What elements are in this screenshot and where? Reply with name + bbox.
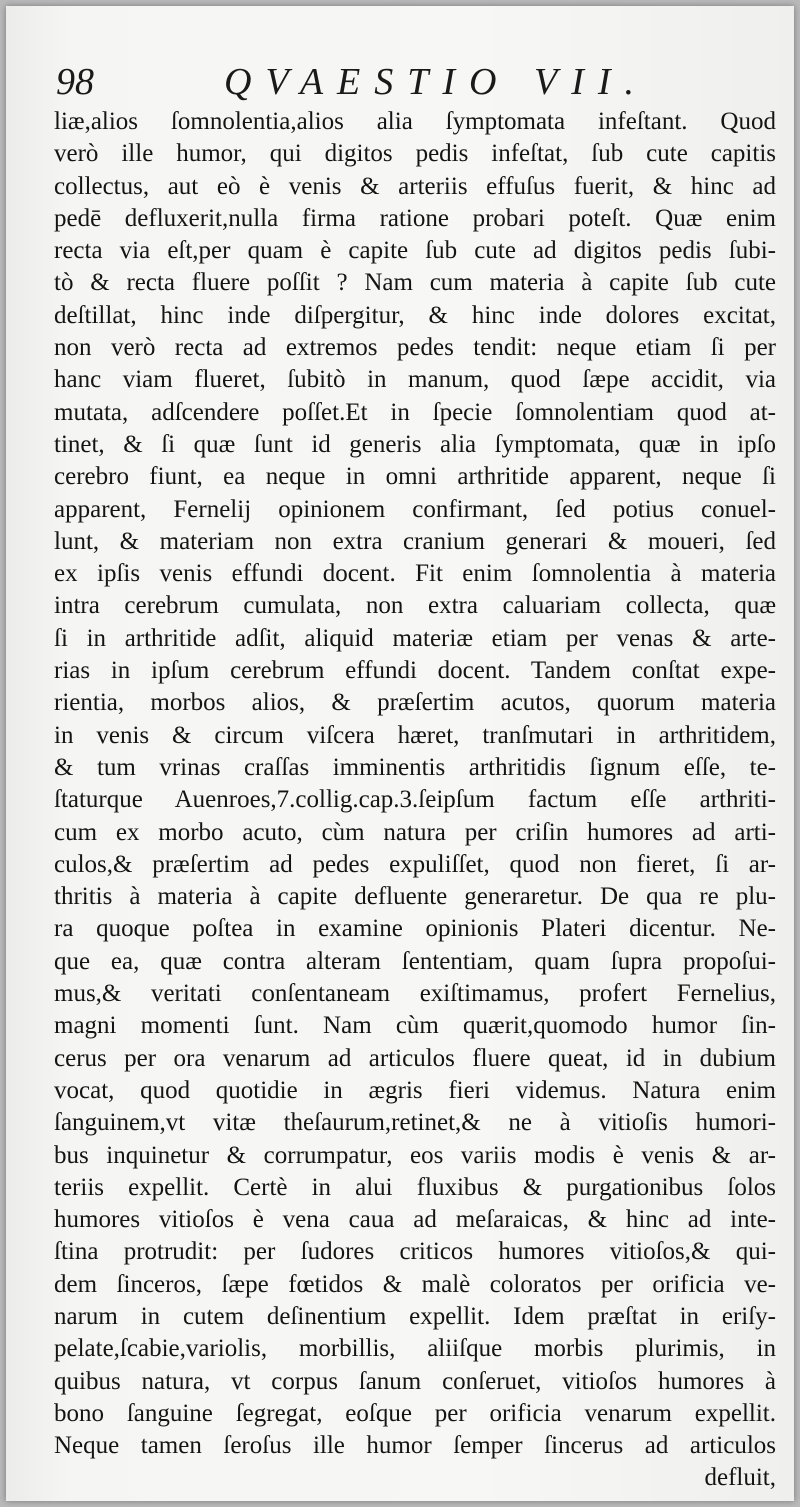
text-line: ſtina protrudit: per ſudores criticos humores vitioſos,& qui- xyxy=(54,1238,776,1266)
text-line: pelate,ſcabie,variolis, morbillis, aliiſque morbis plurimis, in xyxy=(54,1335,776,1363)
text-line: que ea, quæ contra alteram ſententiam, quam ſupra propoſui- xyxy=(54,947,776,975)
text-line: in venis & circum viſcera hæret, tranſmutari in arthritidem, xyxy=(54,721,776,749)
text-line: cerebro fiunt, ea neque in omni arthritide apparent, neque ſi xyxy=(54,463,776,491)
text-line: bus inquinetur & corrumpatur, eos variis modis è venis & ar- xyxy=(54,1141,776,1169)
text-line: culos,& præſertim ad pedes expuliſſet, quod non fieret, ſi ar- xyxy=(54,850,776,878)
text-line: dem ſinceros, ſæpe fœtidos & malè coloratos per orificia ve- xyxy=(54,1270,776,1298)
text-line: Neque tamen ſeroſus ille humor ſemper ſincerus ad articulos xyxy=(54,1432,776,1460)
text-line: collectus, aut eò è venis & arteriis effuſus fuerit, & hinc ad xyxy=(54,172,776,200)
text-line: deſtillat, hinc inde diſpergitur, & hinc inde dolores excitat, xyxy=(54,301,776,329)
text-line: lunt, & materiam non extra cranium generari & moueri, ſed xyxy=(54,527,776,555)
text-line: rientia, morbos alios, & præſertim acutos, quorum materia xyxy=(54,689,776,717)
text-line: mutata, adſcendere poſſet.Et in ſpecie ſomnolentiam quod at- xyxy=(54,398,776,426)
page-header xyxy=(56,58,776,108)
text-line: ſi in arthritide adſit, aliquid materiæ etiam per venas & arte- xyxy=(54,624,776,652)
text-line: pedē defluxerit,nulla firma ratione probari poteſt. Quæ enim xyxy=(54,204,776,232)
text-line: ſanguinem,vt vitæ theſaurum,retinet,& ne à vitioſis humori- xyxy=(54,1109,776,1137)
text-line: rias in ipſum cerebrum effundi docent. Tandem conſtat expe- xyxy=(54,657,776,685)
body-text xyxy=(54,106,776,1496)
page-number: 98 xyxy=(56,61,94,103)
text-line: mus,& veritati conſentaneam exiſtimamus, profert Fernelius, xyxy=(54,980,776,1008)
text-line: vocat, quod quotidie in ægris fieri videmus. Natura enim xyxy=(54,1076,776,1104)
text-line: cum ex morbo acuto, cùm natura per criſin humores ad arti- xyxy=(54,818,776,846)
text-line: ra quoque poſtea in examine opinionis Plateri dicentur. Ne- xyxy=(54,915,776,943)
text-line: recta via eſt,per quam è capite ſub cute ad digitos pedis ſubi- xyxy=(54,237,776,265)
text-line: teriis expellit. Certè in alui fluxibus & purgationibus ſolos xyxy=(54,1173,776,1201)
text-line: narum in cutem deſinentium expellit. Idem præſtat in eriſy- xyxy=(54,1302,776,1330)
text-line: non verò recta ad extremos pedes tendit: neque etiam ſi per xyxy=(54,334,776,362)
text-line: cerus per ora venarum ad articulos fluere queat, id in dubium xyxy=(54,1044,776,1072)
text-line: tinet, & ſi quæ ſunt id generis alia ſymptomata, quæ in ipſo xyxy=(54,430,776,458)
text-line: ſtaturque Auenroes,7.collig.cap.3.ſeipſum factum eſſe arthriti- xyxy=(54,786,776,814)
text-line: thritis à materia à capite defluente generaretur. De qua re plu- xyxy=(54,883,776,911)
catchword: defluit, xyxy=(704,1464,776,1492)
text-line: bono ſanguine ſegregat, eoſque per orificia venarum expellit. xyxy=(54,1399,776,1427)
text-line: ex ipſis venis effundi docent. Fit enim ſomnolentia à materia xyxy=(54,560,776,588)
book-page xyxy=(6,6,794,1501)
text-line: hanc viam flueret, ſubitò in manum, quod ſæpe accidit, via xyxy=(54,366,776,394)
running-head: QVAESTIO VII. xyxy=(224,61,649,103)
text-line: magni momenti ſunt. Nam cùm quærit,quomodo humor ſin- xyxy=(54,1012,776,1040)
text-line: verò ille humor, qui digitos pedis infeſtat, ſub cute capitis xyxy=(54,140,776,168)
text-line: liæ,alios ſomnolentia,alios alia ſymptomata infeſtant. Quod xyxy=(54,108,776,135)
text-line: apparent, Fernelij opinionem confirmant, ſed potius conuel- xyxy=(54,495,776,523)
text-line: humores vitioſos è vena caua ad meſaraicas, & hinc ad inte- xyxy=(54,1206,776,1234)
text-line: tò & recta fluere poſſit ? Nam cum materia à capite ſub cute xyxy=(54,269,776,297)
text-line: intra cerebrum cumulata, non extra caluariam collecta, quæ xyxy=(54,592,776,620)
text-line: & tum vrinas craſſas imminentis arthritidis ſignum eſſe, te- xyxy=(54,753,776,781)
text-line: quibus natura, vt corpus ſanum conſeruet, vitioſos humores à xyxy=(54,1367,776,1395)
